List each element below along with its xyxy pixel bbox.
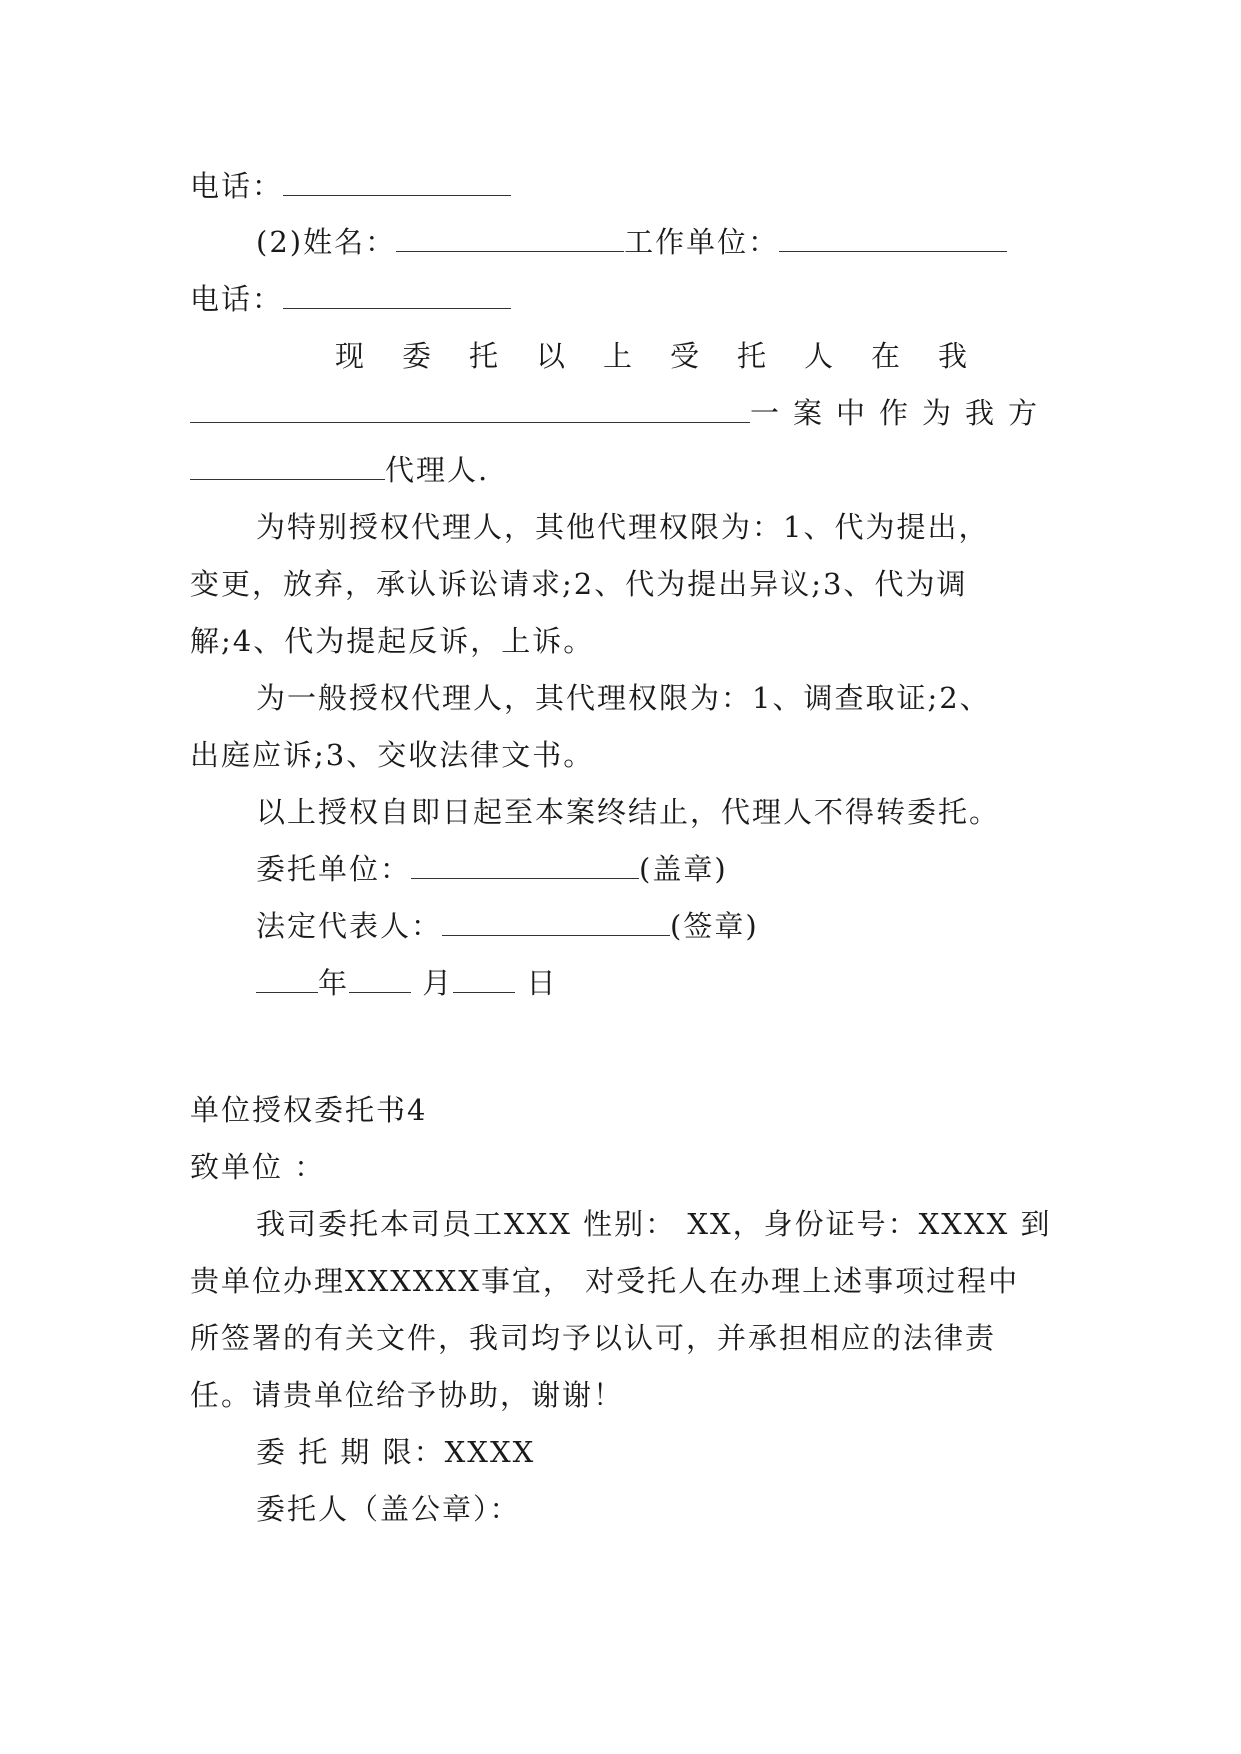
blank-field: [396, 227, 624, 252]
paragraph-text: 为一般授权代理人，其代理权限为：1、调查取证;2、: [256, 681, 991, 715]
blank-field: [349, 968, 411, 993]
blank-field: [453, 968, 515, 993]
section-title: [190, 1090, 427, 1130]
legal-rep-label: 法定代表人：: [256, 909, 443, 943]
blank-field: [190, 398, 750, 423]
tel-line-2: [190, 279, 511, 319]
paragraph-text: 我司委托本司员工XXX 性别： XX，身份证号：XXXX 到: [256, 1207, 1052, 1241]
body-paragraph-line: [190, 1318, 996, 1358]
name-label: (2)姓名：: [256, 225, 397, 259]
period-text: 委 托 期 限：XXXX: [256, 1435, 536, 1469]
blank-field: [442, 911, 670, 936]
tel-line-1: [190, 166, 511, 206]
day-label: 日: [526, 966, 558, 1000]
body-paragraph-line: [190, 1261, 1019, 1301]
principal-line: [256, 1489, 521, 1529]
entrust-text: 代理人.: [385, 453, 490, 487]
entrust-line-3: [190, 450, 489, 490]
body-paragraph-line: [190, 1375, 624, 1415]
blank-field: [190, 455, 385, 480]
general-paragraph-line: [190, 735, 594, 775]
entrusting-unit-label: 委托单位：: [256, 852, 412, 886]
paragraph-text: 任。请贵单位给予协助，谢谢！: [190, 1378, 625, 1412]
paragraph-text: 出庭应诉;3、交收法律文书。: [190, 738, 595, 772]
principal-text: 委托人（盖公章）：: [256, 1492, 521, 1526]
blank-field: [256, 968, 318, 993]
special-paragraph-line: [190, 621, 594, 661]
spacer: [411, 966, 422, 1000]
blank-field: [411, 854, 639, 879]
body-paragraph-line: [256, 1204, 1051, 1244]
term-line: [256, 792, 1000, 832]
paragraph-text: 贵单位办理XXXXXX事宜， 对受托人在办理上述事项过程中: [190, 1264, 1020, 1298]
special-paragraph-line: [256, 507, 989, 547]
paragraph-text: 所签署的有关文件，我司均予以认可，并承担相应的法律责: [190, 1321, 997, 1355]
special-paragraph-line: [190, 564, 967, 604]
tel-label: 电话：: [190, 169, 284, 203]
paragraph-text: 解;4、代为提起反诉，上诉。: [190, 624, 595, 658]
paragraph-text: 以上授权自即日起至本案终结止，代理人不得转委托。: [256, 795, 1001, 829]
blank-field: [779, 227, 1007, 252]
sign-label: (签章): [670, 909, 759, 943]
to-unit-text: 致单位 ：: [190, 1150, 326, 1184]
blank-field: [283, 171, 511, 196]
legal-rep-line: [256, 906, 759, 946]
entrusting-unit-line: [256, 849, 728, 889]
paragraph-text: 变更，放弃，承认诉讼请求;2、代为提出异议;3、代为调: [190, 567, 968, 601]
workunit-label: 工作单位：: [624, 225, 780, 259]
blank-field: [283, 284, 511, 309]
year-label: 年: [318, 966, 350, 1000]
entrust-text: 一案中作为我方: [750, 396, 1052, 430]
section-title-text: 单位授权委托书4: [190, 1093, 428, 1127]
seal-label: (盖章): [639, 852, 728, 886]
spacer: [515, 966, 526, 1000]
entrust-line-2: [190, 393, 1051, 433]
entrust-text: 现委托以上受托人在我: [335, 339, 1006, 373]
tel-label: 电话：: [190, 282, 284, 316]
entrust-line-1: [335, 336, 1005, 376]
general-paragraph-line: [256, 678, 991, 718]
period-line: [256, 1432, 535, 1472]
paragraph-text: 为特别授权代理人，其他代理权限为：1、代为提出，: [256, 510, 990, 544]
item2-line: [256, 222, 1007, 262]
to-unit-line: [190, 1147, 325, 1187]
date-line: [256, 963, 557, 1003]
month-label: 月: [422, 966, 454, 1000]
